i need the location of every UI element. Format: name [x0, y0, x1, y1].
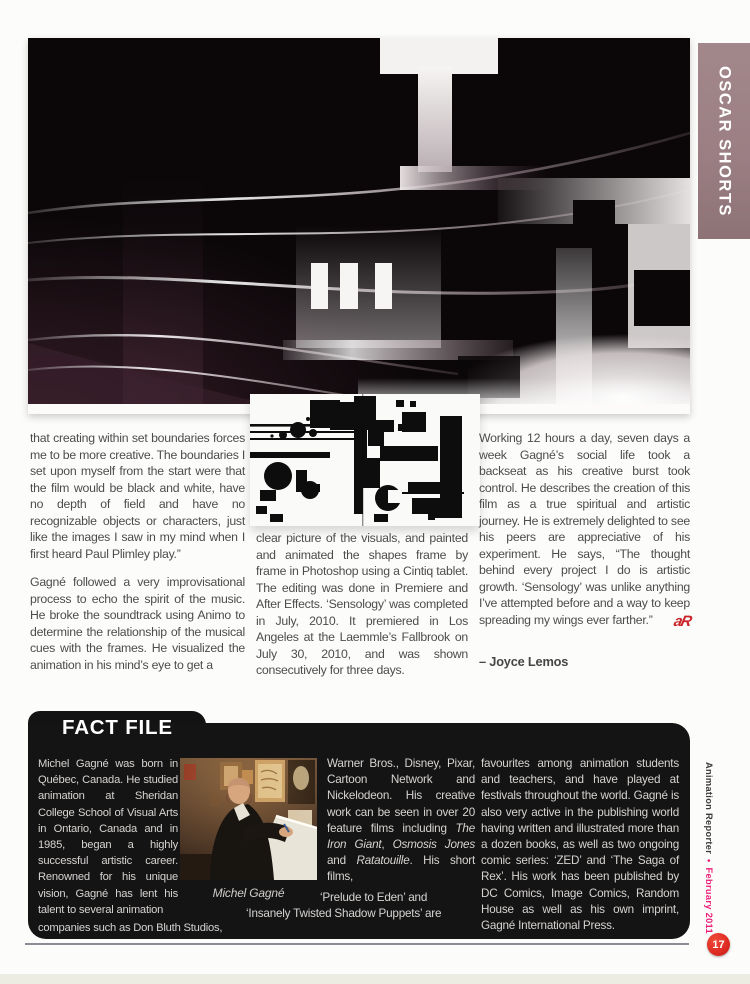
issue-footer-vertical	[704, 762, 714, 934]
publication-name: Animation Reporter	[704, 762, 714, 855]
fact-file-title: FACT FILE	[62, 716, 173, 739]
footer-separator: •	[704, 859, 714, 863]
article-byline: – Joyce Lemos	[479, 654, 569, 669]
page-bottom-rule	[25, 943, 689, 945]
section-tab-label: OSCAR SHORTS	[715, 65, 734, 217]
fact-file-column-1-overflow: companies such as Don Bluth Studios,	[38, 922, 223, 934]
michel-gagne-photo	[180, 758, 317, 880]
page-number-badge: 17	[707, 933, 730, 956]
fact-file-column-2: Warner Bros., Disney, Pixar, Cartoon Network and Nickelodeon. His creative work can be seen in over 20 feature films including The Iron Giant, Osmosis Jones and Ratatouille. His short films,	[327, 757, 475, 884]
abstract-score-cluster	[250, 394, 480, 526]
page-bottom-edge	[0, 974, 750, 984]
article-paragraph: Gagné followed a very improvisational process to echo the spirit of the music. He broke the soundtrack using Animo to determine the relationship of the musical cues with the frames. He visualized the animation in his mind’s eye to get a	[30, 575, 245, 672]
article-paragraph: Working 12 hours a day, seven days a week Gagné’s social life took a backseat as his creative burst took control. He describes the creation of this film as a true spiritual and artistic journey. He is extremely delighted to see his peers are appreciative of his experiment. He says, “The thought behind every project I do is artistic growth. ‘Sensology’ was unlike anything I’ve attempted before and a way to keep spreading my wings ever farther.”	[479, 431, 690, 627]
fact-file-column-2-line-a: ‘Prelude to Eden’ and	[320, 891, 428, 904]
section-tab-oscar-shorts	[698, 43, 750, 239]
article-column-1	[30, 430, 245, 673]
article-paragraph: that creating within set boundaries forces me to be more creative. The boundaries I set upon myself from the start were that the film would be black and white, have no depth of field and have no recognizable objects or characters, just like the images I saw in my mind when I first heard Paul Plimley play.”	[30, 431, 245, 561]
article-column-2	[256, 530, 468, 679]
issue-date: February 2011	[704, 867, 714, 934]
fact-file-column-2-line-b: ‘Insanely Twisted Shadow Puppets’ are	[246, 907, 442, 920]
animation-reporter-end-mark-icon: aR	[672, 613, 692, 630]
fact-file-column-1: Michel Gagné was born in Québec, Canada. He studied animation at Sheridan College School of Visual Arts in Ontario, Canada and in 1985, began a highly successful artistic career. Renowned for his unique vision, Gagné has lent his talent to several animation	[38, 758, 178, 916]
article-column-3	[479, 430, 690, 669]
article-paragraph: clear picture of the visuals, and painted and animated the shapes frame by frame in Photoshop using a Cintiq tablet. The editing was done in Premiere and After Effects. ‘Sensology’ was completed in July, 2010. It premiered in Los Angeles at the Laemmle’s Fallbrook on July 30, 2010, and was shown consecutively for three days.	[256, 531, 468, 677]
fact-file-column-3: favourites among animation students and teachers, and have played at festivals throughout the world. Gagné is also very active in the publishing world having written and illustrated more than a dozen books, as well as two ongoing comic series: ‘ZED’ and ‘The Saga of Rex’. His work has been published by DC Comics, Image Comics, Random House as well as his own imprint, Gagné International Press.	[481, 757, 679, 933]
photo-caption: Michel Gagné	[212, 886, 285, 900]
sensology-abstract-artwork	[28, 38, 690, 414]
